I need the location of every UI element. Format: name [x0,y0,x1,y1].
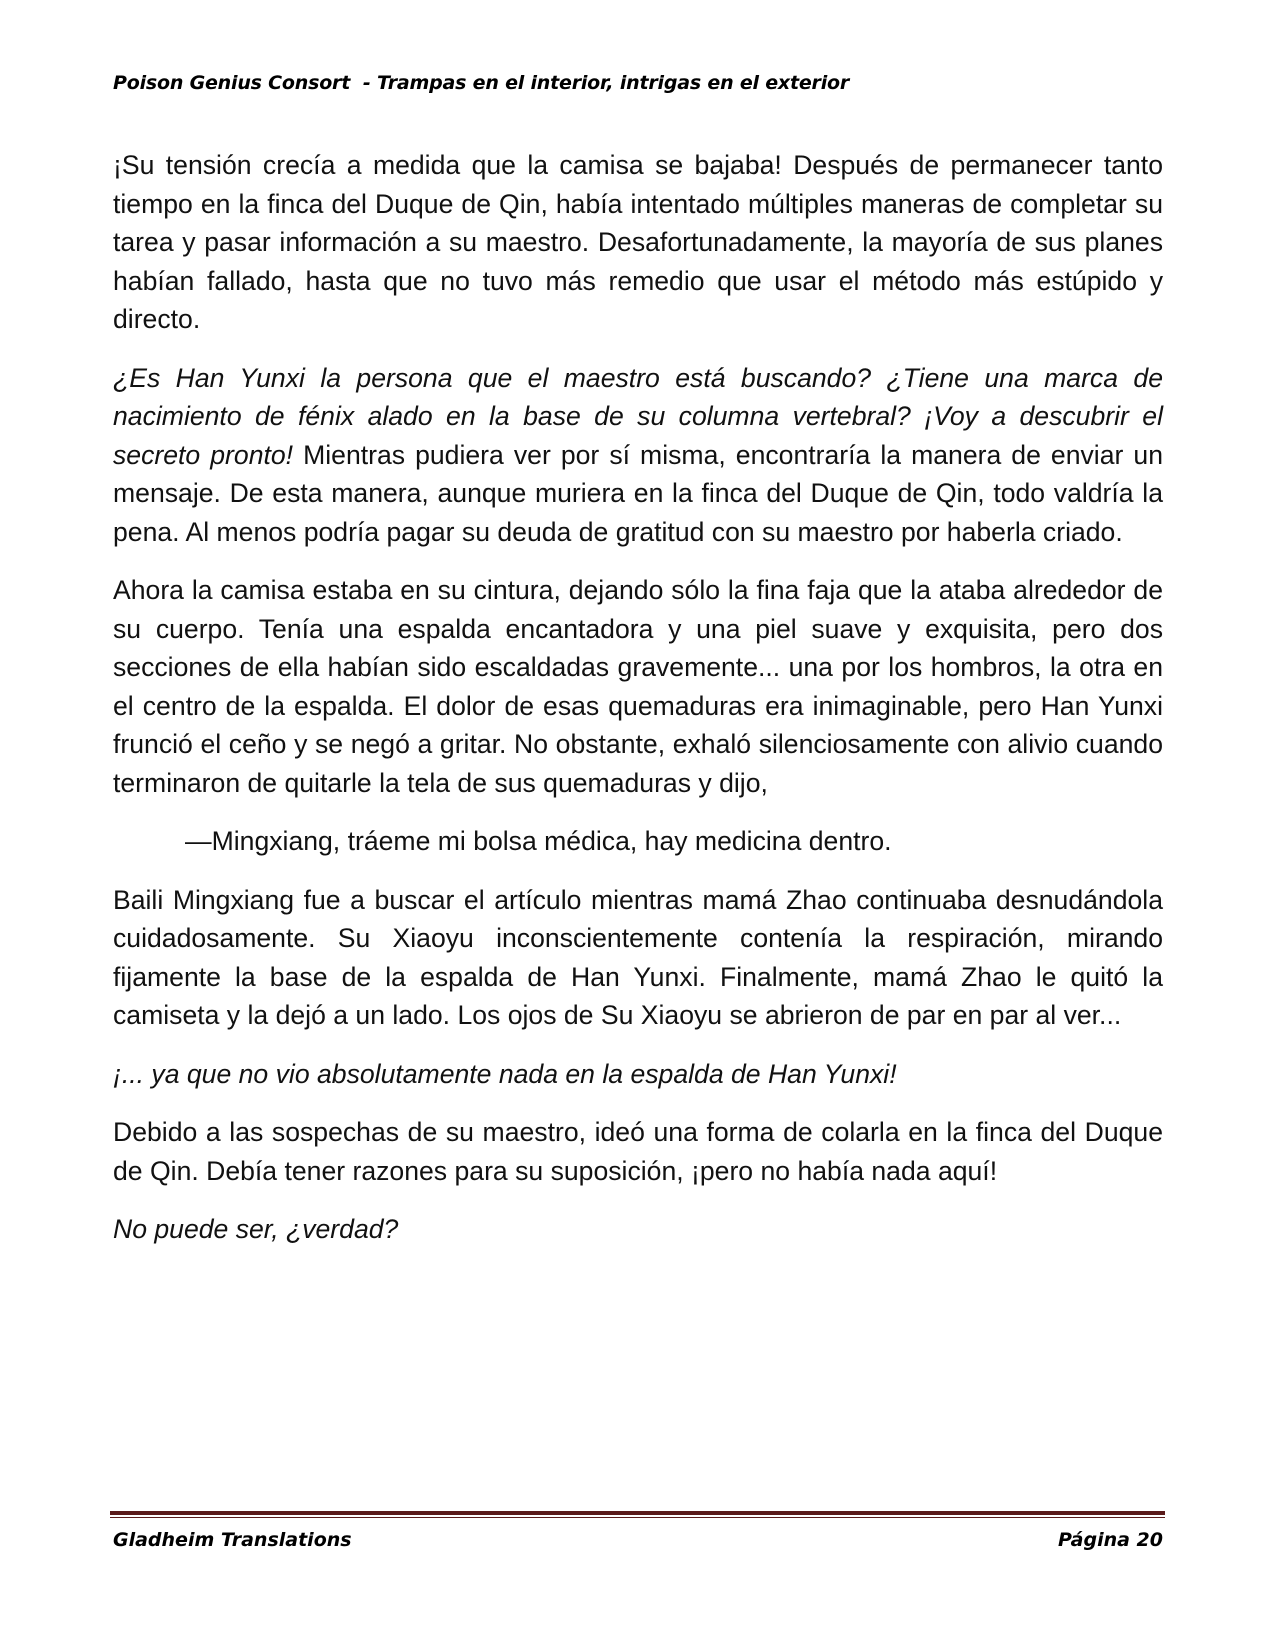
footer-rule-thin [110,1517,1165,1518]
paragraph-2 [113,359,1163,552]
paragraph-2-rest: Mientras pudiera ver por sí misma, encontraría la manera de enviar un mensaje. De esta manera, aunque muriera en la finca del Duque de Qin, todo valdría la pena. Al menos podría pagar su deuda de gratitud con su maestro por haberla criado. [113,439,1163,547]
page-header-title: Poison Genius Consort - Trampas en el interior, intrigas en el exterior [113,72,850,94]
paragraph-7: Debido a las sospechas de su maestro, ideó una forma de colarla en la finca del Duque de Qin. Debía tener razones para su suposición, ¡pero no había nada aquí! [113,1117,1163,1186]
paragraph-8-italic: No puede ser, ¿verdad? [113,1214,399,1244]
paragraph-3: Ahora la camisa estaba en su cintura, dejando sólo la fina faja que la ataba alrededor de su cuerpo. Tenía una espalda encantadora y una piel suave y exquisita, pero dos secciones de ella habían sido escaldadas gravemente... una por los hombros, la otra en el centro de la espalda. El dolor de esas quemaduras era inimaginable, pero Han Yunxi frunció el ceño y se negó a gritar. No obstante, exhaló silenciosamente con alivio cuando terminaron de quitarle la tela de sus quemaduras y dijo, [113,575,1163,798]
paragraph-5: Baili Mingxiang fue a buscar el artículo mientras mamá Zhao continuaba desnudándola cuidadosamente. Su Xiaoyu inconscientemente contenía la respiración, mirando fijamente la base de la espalda de Han Yunxi. Finalmente, mamá Zhao le quitó la camiseta y la dejó a un lado. Los ojos de Su Xiaoyu se abrieron de par en par al ver... [113,884,1163,1030]
page-body [113,146,1163,1269]
footer-credit: Gladheim Translations [113,1529,352,1551]
paragraph-6-italic: ¡... ya que no vio absolutamente nada en la espalda de Han Yunxi! [113,1058,897,1089]
footer-rule [110,1511,1165,1515]
page-number: Página 20 [1057,1529,1163,1551]
paragraph-2-italic: ¿Es Han Yunxi la persona que el maestro está buscando? ¿Tiene una marca de nacimiento de fénix alado en la base de su columna vertebral? ¡Voy a descubrir el secreto pronto! [113,362,1163,470]
paragraph-1: ¡Su tensión crecía a medida que la camisa se bajaba! Después de permanecer tanto tiempo en la finca del Duque de Qin, había intentado múltiples maneras de completar su tarea y pasar información a su maestro. Desafortunadamente, la mayoría de sus planes habían fallado, hasta que no tuvo más remedio que usar el método más estúpido y directo. [113,150,1163,334]
dialogue-line: —Mingxiang, tráeme mi bolsa médica, hay medicina dentro. [185,826,892,856]
